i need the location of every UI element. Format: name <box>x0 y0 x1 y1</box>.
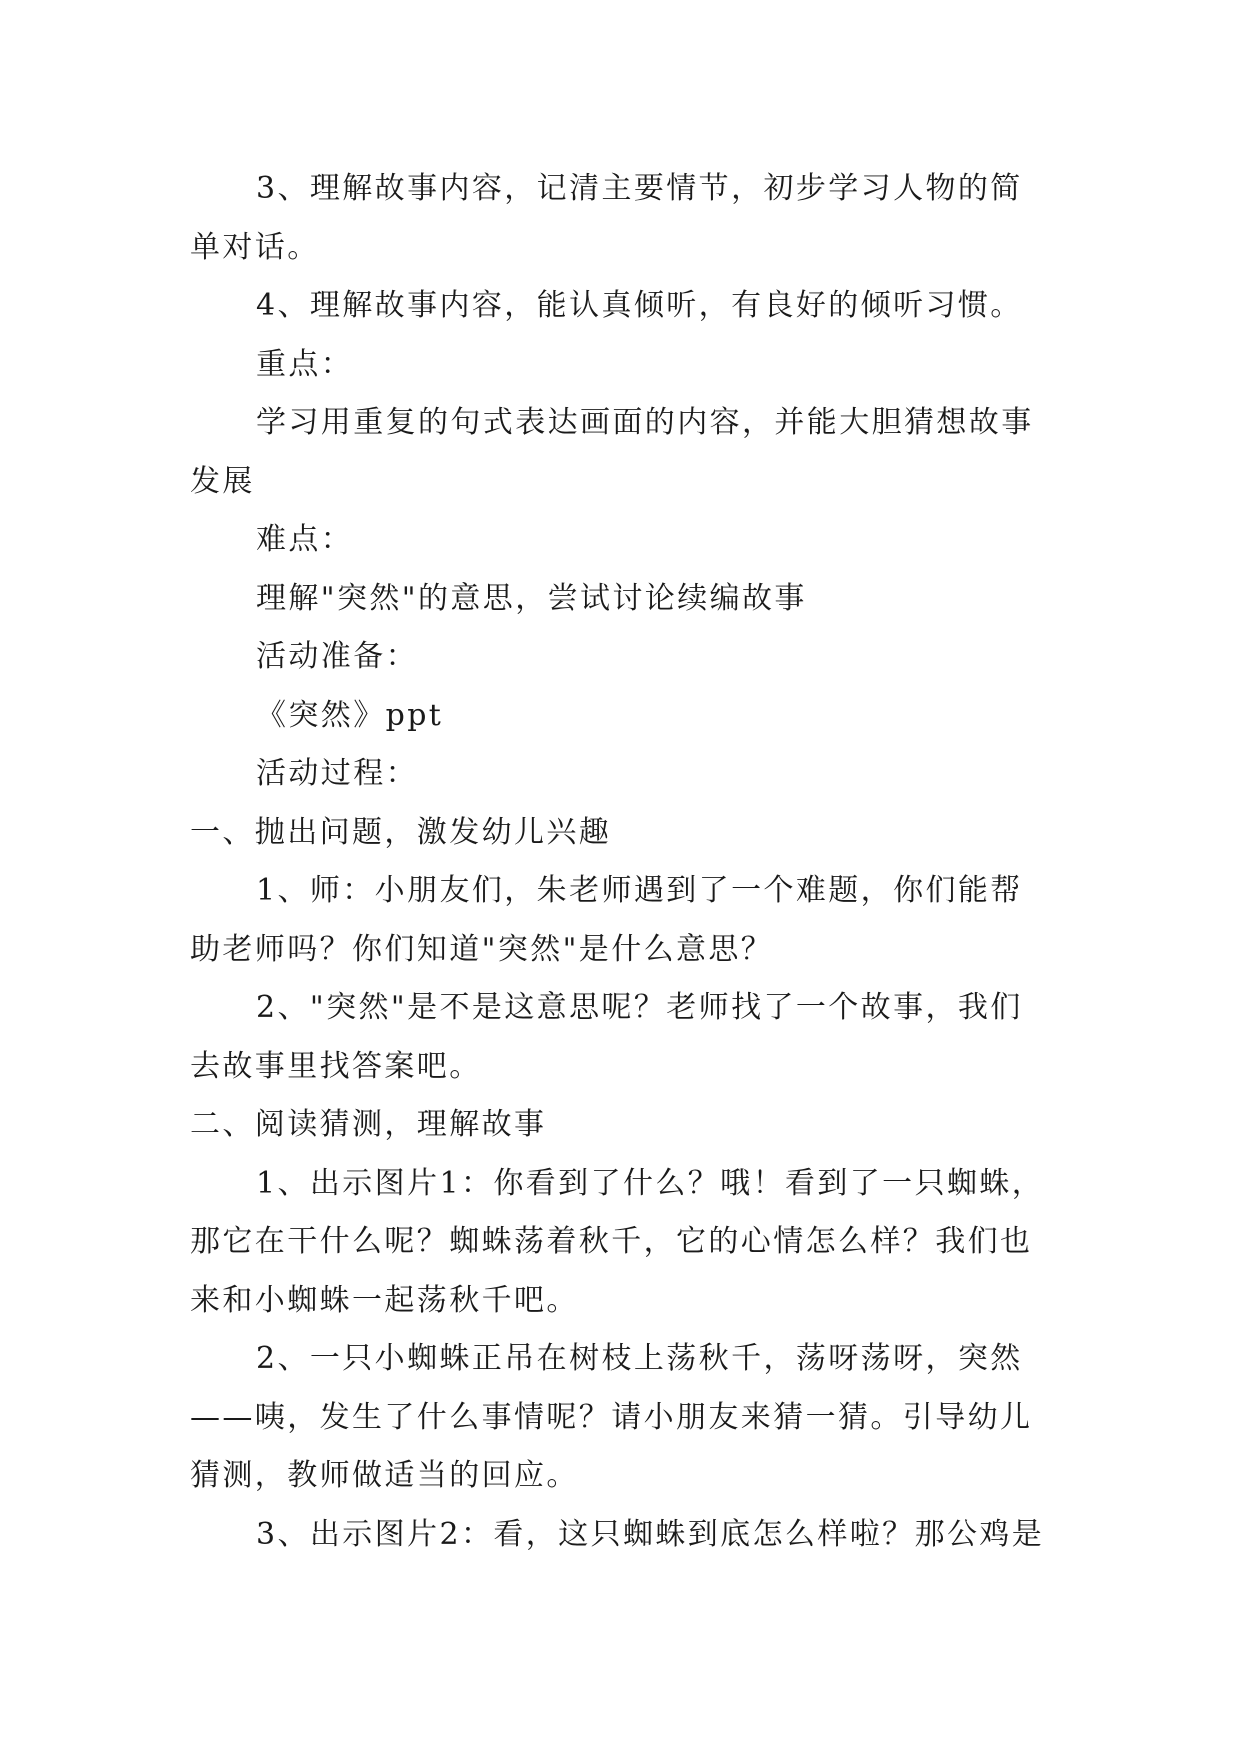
text-line: 2、"突然"是不是这意思呢？老师找了一个故事，我们 <box>256 990 1023 1025</box>
section-label-key-points: 重点： <box>256 346 354 382</box>
text-line: 单对话。 <box>190 229 320 265</box>
text-line: 3、理解故事内容，记清主要情节，初步学习人物的简 <box>256 171 1023 206</box>
text-line: 2、一只小蜘蛛正吊在树枝上荡秋千，荡呀荡呀，突然 <box>256 1341 1023 1376</box>
text-line: 那它在干什么呢？蜘蛛荡着秋千，它的心情怎么样？我们也 <box>190 1224 1033 1259</box>
text-line: 1、出示图片1：你看到了什么？哦！看到了一只蜘蛛， <box>256 1165 1045 1201</box>
text-line: 4、理解故事内容，能认真倾听，有良好的倾听习惯。 <box>256 288 1023 323</box>
section-label-difficulties: 难点： <box>256 522 354 557</box>
text-line: 助老师吗？你们知道"突然"是什么意思？ <box>190 931 774 967</box>
text-line: 去故事里找答案吧。 <box>190 1048 482 1084</box>
text-line: 猜测，教师做适当的回应。 <box>190 1458 579 1493</box>
text-line: 发展 <box>190 463 255 499</box>
text-line: 《突然》ppt <box>256 697 444 733</box>
section-heading-1: 一、抛出问题，激发幼儿兴趣 <box>190 814 612 850</box>
text-line: 来和小蜘蛛一起荡秋千吧。 <box>190 1282 579 1318</box>
text-line: 理解"突然"的意思，尝试讨论续编故事 <box>256 580 807 616</box>
text-line: ——咦，发生了什么事情呢？请小朋友来猜一猜。引导幼儿 <box>190 1399 1033 1435</box>
section-label-preparation: 活动准备： <box>256 639 418 674</box>
text-line: 3、出示图片2：看，这只蜘蛛到底怎么样啦？那公鸡是 <box>256 1516 1045 1552</box>
section-heading-2: 二、阅读猜测，理解故事 <box>190 1107 547 1142</box>
document-body <box>190 160 1050 1564</box>
text-line: 1、师：小朋友们，朱老师遇到了一个难题，你们能帮 <box>256 873 1023 908</box>
text-line: 学习用重复的句式表达画面的内容，并能大胆猜想故事 <box>256 405 1034 440</box>
section-label-process: 活动过程： <box>256 756 418 791</box>
